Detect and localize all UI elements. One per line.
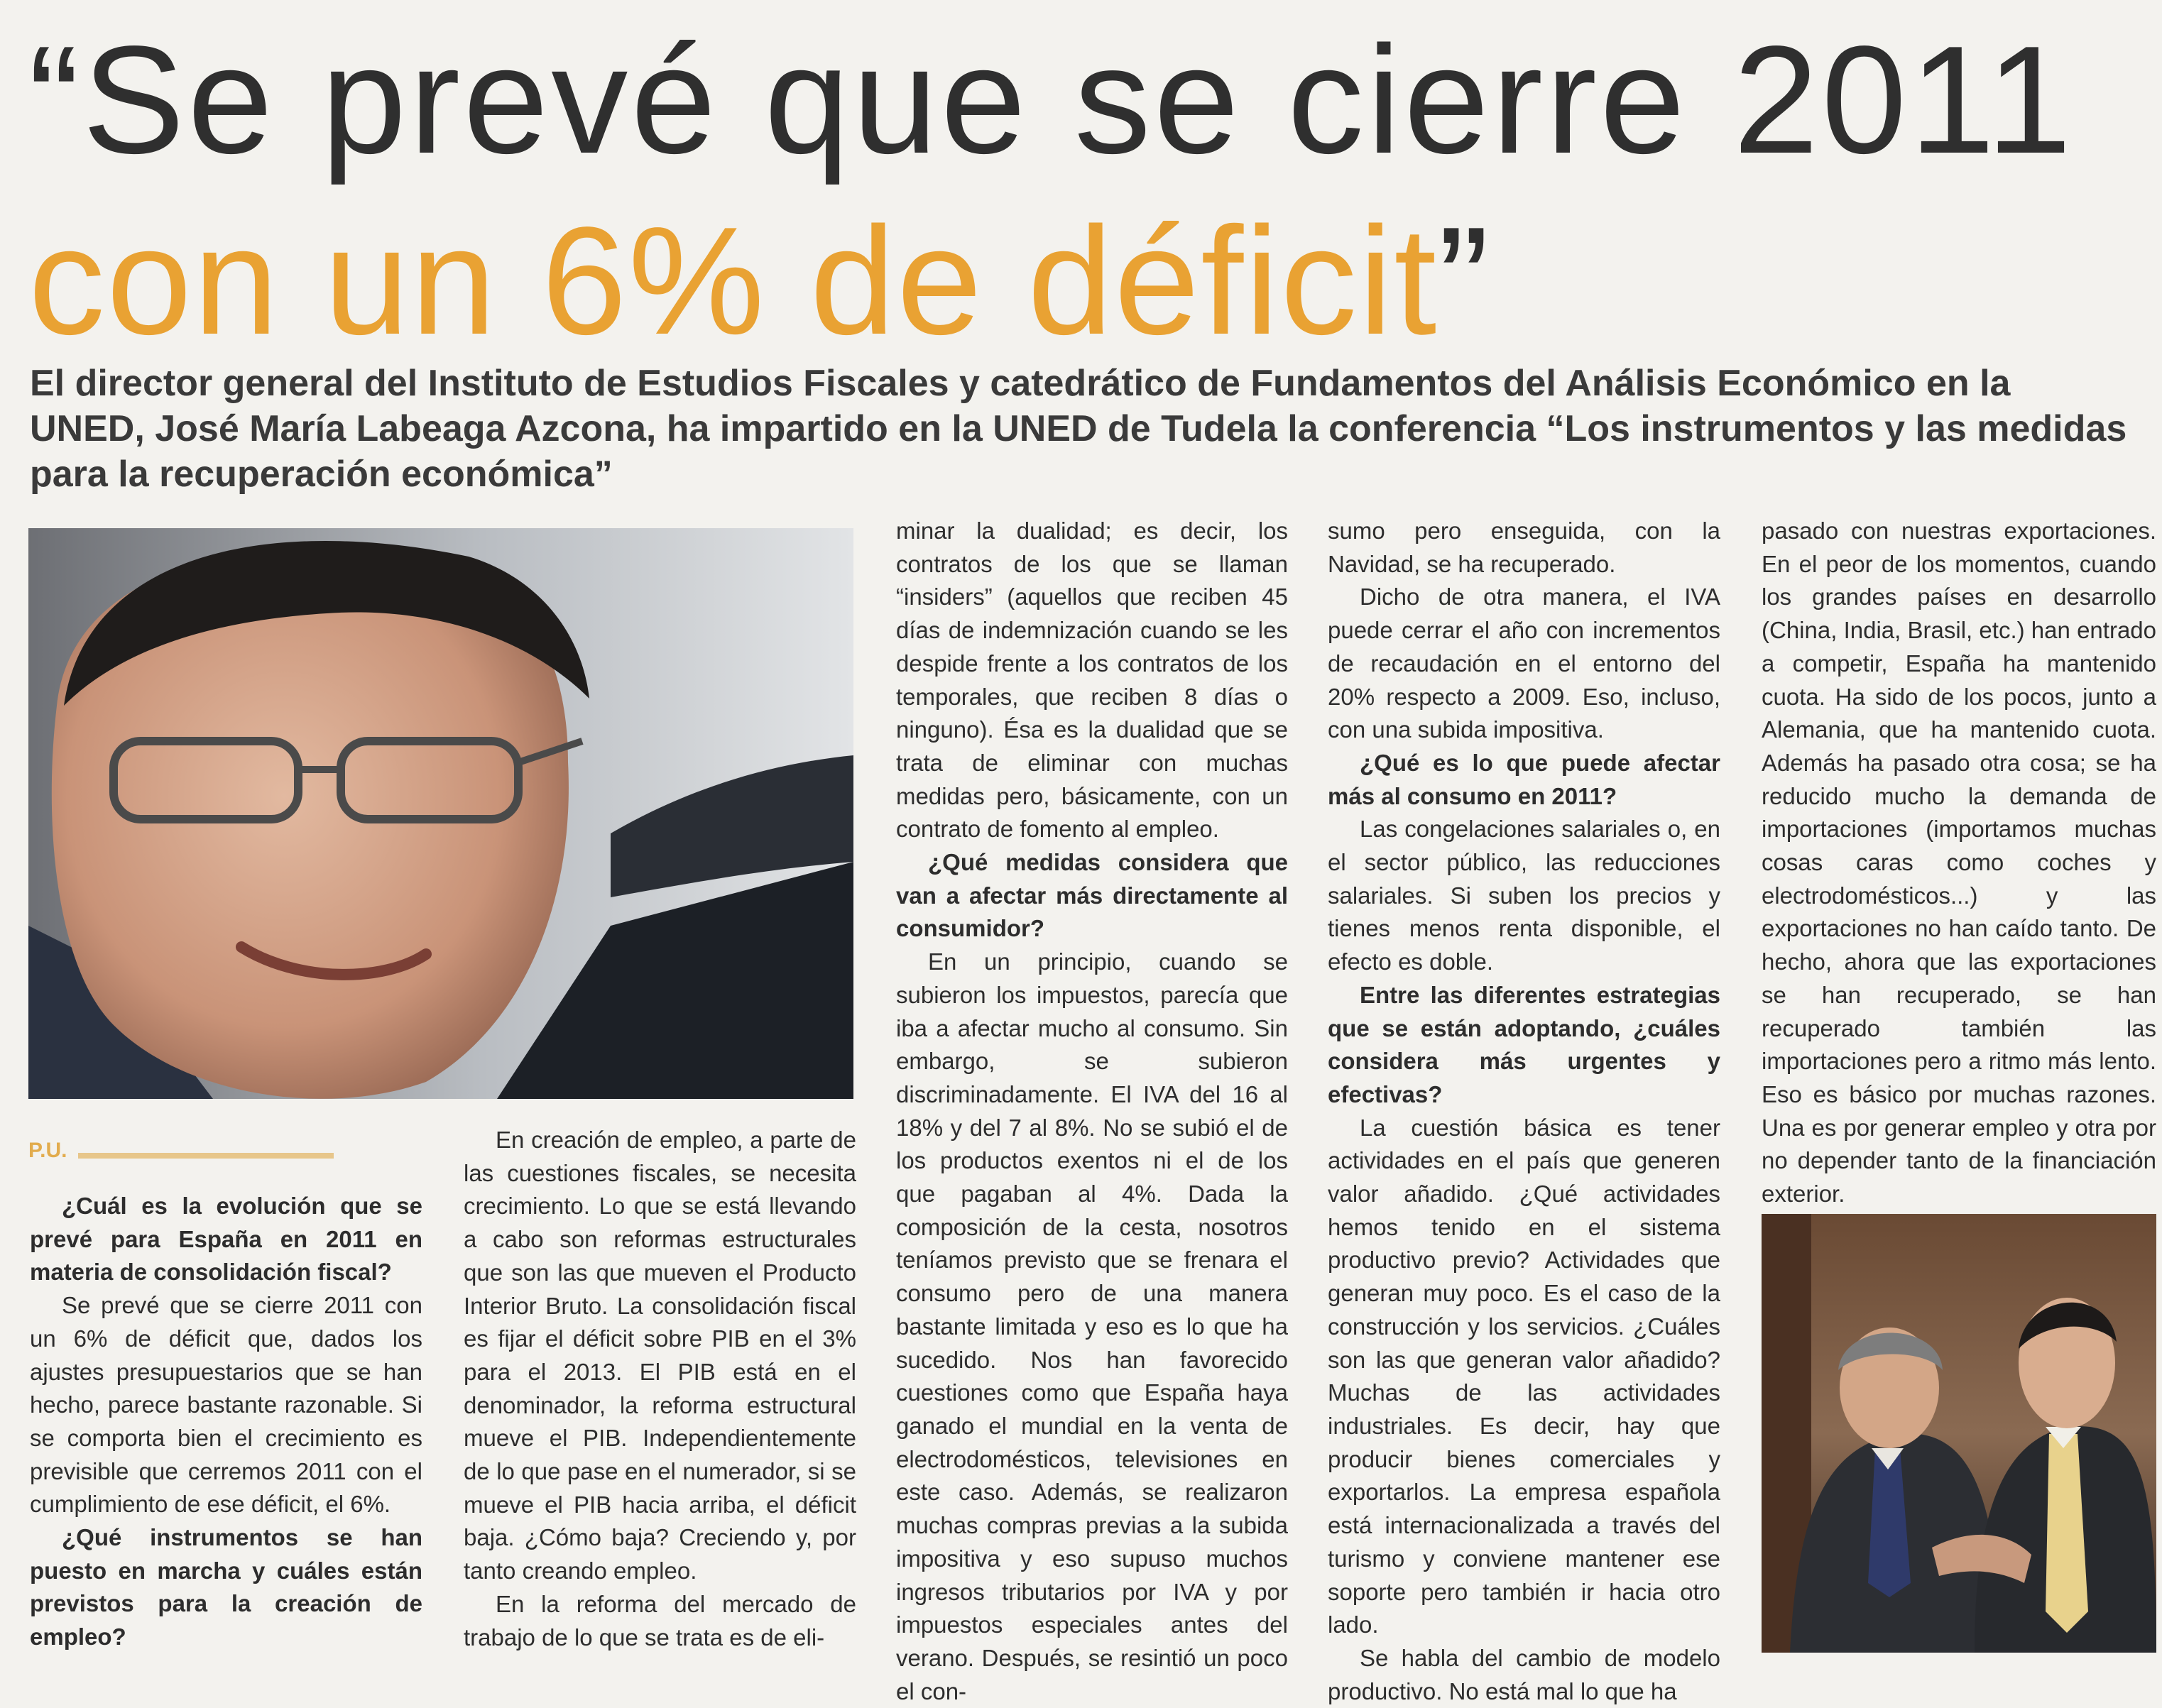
article-question: ¿Cuál es la evolución que se prevé para España en 2011 en materia de consolidación fiscal? [30,1193,422,1286]
article-column-5 [1762,515,2156,1208]
event-photo [1762,1214,2156,1653]
event-illustration [1762,1214,2156,1653]
article-paragraph: sumo pero enseguida, con la Navidad, se ha recuperado. [1328,518,1720,577]
article-column-1 [30,1190,422,1665]
article-question: Entre las diferentes estrategias que se están adoptando, ¿cuáles considera más urgentes y efectivas? [1328,981,1720,1107]
article-paragraph: La cuestión básica es tener actividades en el país que generen valor añadido. ¿Qué actividades hemos tenido en el sistema productivo previo? Actividades que generan muy poco. Es el caso de la construcción y los servicios. ¿Cuáles son las que generan valor añadido? Muchas de las actividades industriales. Es decir, hay que producir bienes comerciales y exportarlos. La empresa española está internacionalizada a través del turismo y conviene mantener ese soporte pero también ir hacia otro lado. [1328,1114,1720,1638]
article-column-2 [464,1124,856,1670]
portrait-photo [28,528,853,1099]
article-paragraph: Las congelaciones salariales o, en el sector público, las reducciones salariales. Si suben los precios y tienes menos renta disponible, el efecto es doble. [1328,816,1720,975]
article-paragraph: pasado con nuestras exportaciones. En el peor de los momentos, cuando los grandes países en desarrollo (China, India, Brasil, etc.) han entrado a competir, España ha mantenido cuota. Ha sido de los pocos, junto a Alemania, que ha mantenido cuota. Además ha pasado otra cosa; se ha reducido mucho la demanda de importaciones (importamos muchas cosas caras como coches y electrodomésticos...) y las exportaciones no han caído tanto. De hecho, ahora que las exportaciones se han recuperado, se han recuperado también las importaciones pero a ritmo más lento. Eso es básico por muchas razones. Una es por generar empleo y otra por no depender tanto de la financiación exterior. [1762,518,2156,1208]
headline [28,7,2144,369]
byline: P.U. [28,1139,67,1162]
headline-line-2-text: con un 6% de déficit [28,195,1438,366]
article-paragraph: Se prevé que se cierre 2011 con un 6% de déficit que, dados los ajustes presupuestarios que se han hecho, parece bastante razonable. Si se comporta bien el crecimiento es previsible que cerremos 2011 con el cumplimiento de ese déficit, el 6%. [30,1292,422,1518]
article-question: ¿Qué es lo que puede afectar más al consumo en 2011? [1328,749,1720,809]
headline-close-quote: ” [1438,195,1491,366]
article-paragraph: En la reforma del mercado de trabajo de lo que se trata es de eli- [464,1590,856,1650]
article-paragraph: Se habla del cambio de modelo productivo. No está mal lo que ha [1328,1644,1720,1704]
portrait-illustration [28,528,853,1099]
headline-line-1: “Se prevé que se cierre 2011 [28,13,2075,185]
article-paragraph: Dicho de otra manera, el IVA puede cerrar el año con incrementos de recaudación en el entorno del 20% respecto a 2009. Eso, incluso, con una subida impositiva. [1328,584,1720,743]
article-question: ¿Qué instrumentos se han puesto en marcha y cuáles están previstos para la creación de empleo? [30,1524,422,1650]
article-column-3 [896,515,1288,1704]
article-paragraph: En un principio, cuando se subieron los impuestos, parecía que iba a afectar mucho al consumo. Sin embargo, se subieron discriminadamente. El IVA del 16 al 18% y del 7 al 8%. No se subió el de los productos exentos ni el de los que pagaban al 4%. Dada la composición de la cesta, nosotros teníamos previsto que se frenara el consumo pero de una manera bastante limitada y eso es lo que ha sucedido. Nos han favorecido cuestiones como que España haya ganado el mundial en la venta de electrodomésticos, televisiones en este caso. Además, se realizaron muchas compras previas a la subida impositiva y eso supuso muchos ingresos tributarios por IVA y por impuestos especiales antes del verano. Después, se resintió un poco el con- [896,948,1288,1704]
article-question: ¿Qué medidas considera que van a afectar más directamente al consumidor? [896,849,1288,942]
article-paragraph: En creación de empleo, a parte de las cuestiones fiscales, se necesita crecimiento. Lo que se está llevando a cabo son reformas estructurales que son las que mueven el Producto Interior Bruto. La consolidación fiscal es fijar el déficit sobre PIB en el 3% para el 2013. El PIB está en el denominador, la reforma estructural mueve el PIB. Independientemente de lo que pase en el numerador, si se mueve el PIB hacia arriba, el déficit baja. ¿Cómo baja? Creciendo y, por tanto creando empleo. [464,1127,856,1584]
headline-line-2 [28,192,2144,369]
standfirst: El director general del Instituto de Estudios Fiscales y catedrático de Fundamentos del Análisis Económico en la UNED, José María Labeaga Azcona, ha impartido en la UNED de Tudela la conferencia “Los instrumentos y las medidas para la recuperación económica” [30,363,2127,495]
article-paragraph: minar la dualidad; es decir, los contratos de los que se llaman “insiders” (aquellos que reciben 45 días de indemnización cuando se les despide frente a los contratos de los temporales, que reciben 8 días o ninguno). Ésa es la dualidad que se trata de eliminar con muchas medidas pero, básicamente, con un contrato de fomento al empleo. [896,518,1288,843]
article-column-4 [1328,515,1720,1704]
byline-rule [78,1153,334,1159]
